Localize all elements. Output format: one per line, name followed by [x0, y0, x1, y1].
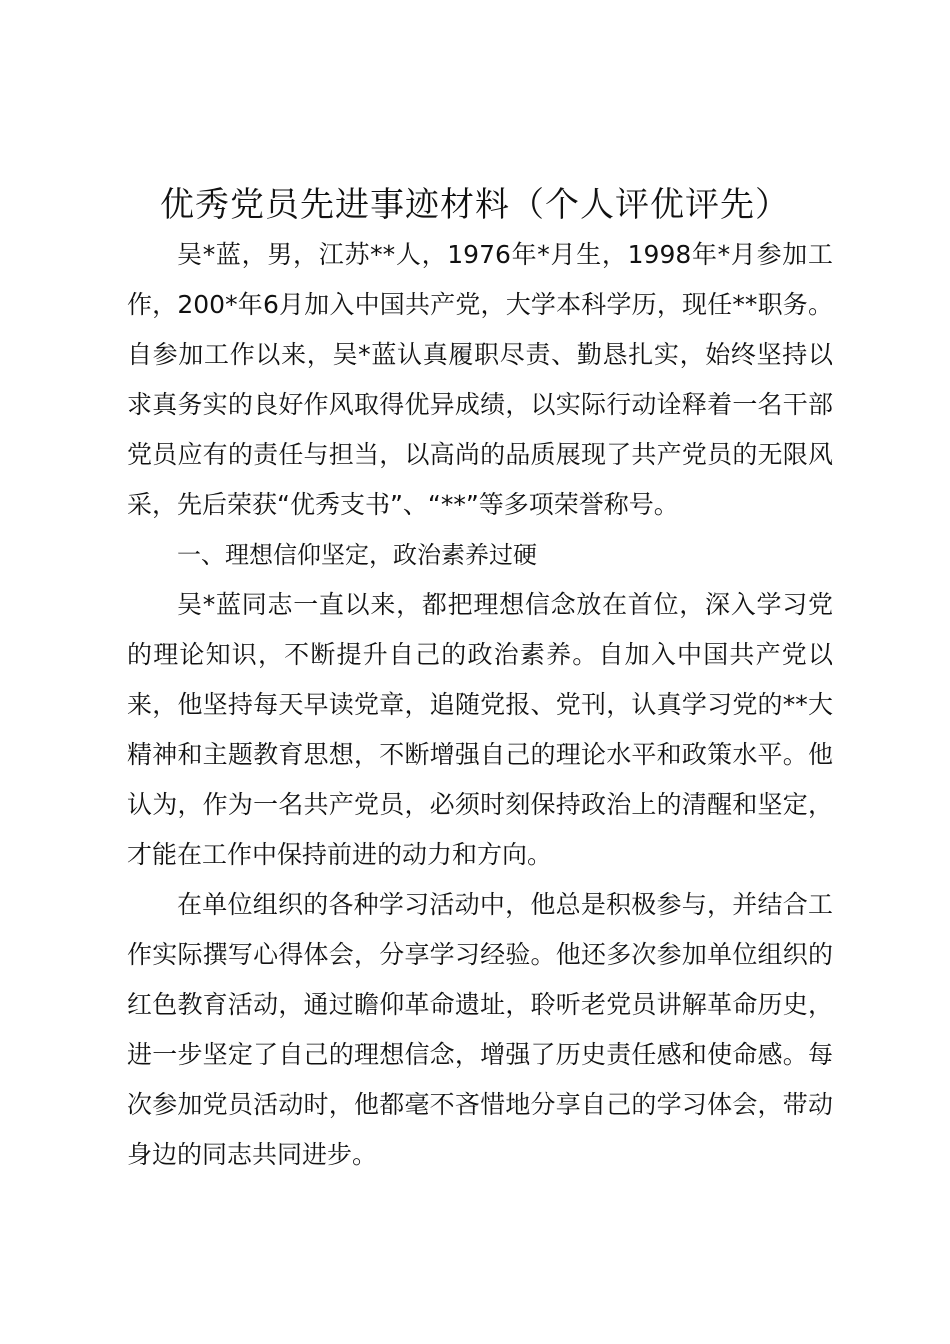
intro-paragraph: 吴*蓝，男，江苏**人，1976年*月生，1998年*月参加工作，200*年6月加入中国共产党，大学本科学历，现任**职务。自参加工作以来，吴*蓝认真履职尽责、勤恳扎实，始终坚持以求真务实的良好作风取得优异成绩，以实际行动诠释着一名干部党员应有的责任与担当，以高尚的品质展现了共产党员的无限风采，先后荣获“优秀支书”、“**”等多项荣誉称号。	[127, 240, 833, 519]
body-paragraph: 吴*蓝同志一直以来，都把理想信念放在首位，深入学习党的理论知识，不断提升自己的政治素养。自加入中国共产党以来，他坚持每天早读党章，追随党报、党刊，认真学习党的**大精神和主题教育思想，不断增强自己的理论水平和政策水平。他认为，作为一名共产党员，必须时刻保持政治上的清醒和坚定，才能在工作中保持前进的动力和方向。	[127, 590, 833, 869]
section-heading: 一、理想信仰坚定，政治素养过硬	[177, 541, 537, 569]
document-title: 优秀党员先进事迹材料（个人评优评先）	[160, 185, 790, 225]
body-paragraph: 在单位组织的各种学习活动中，他总是积极参与，并结合工作实际撰写心得体会，分享学习经验。他还多次参加单位组织的红色教育活动，通过瞻仰革命遗址，聆听老党员讲解革命历史，进一步坚定了自己的理想信念，增强了历史责任感和使命感。每次参加党员活动时，他都毫不吝惜地分享自己的学习体会，带动身边的同志共同进步。	[127, 890, 833, 1169]
